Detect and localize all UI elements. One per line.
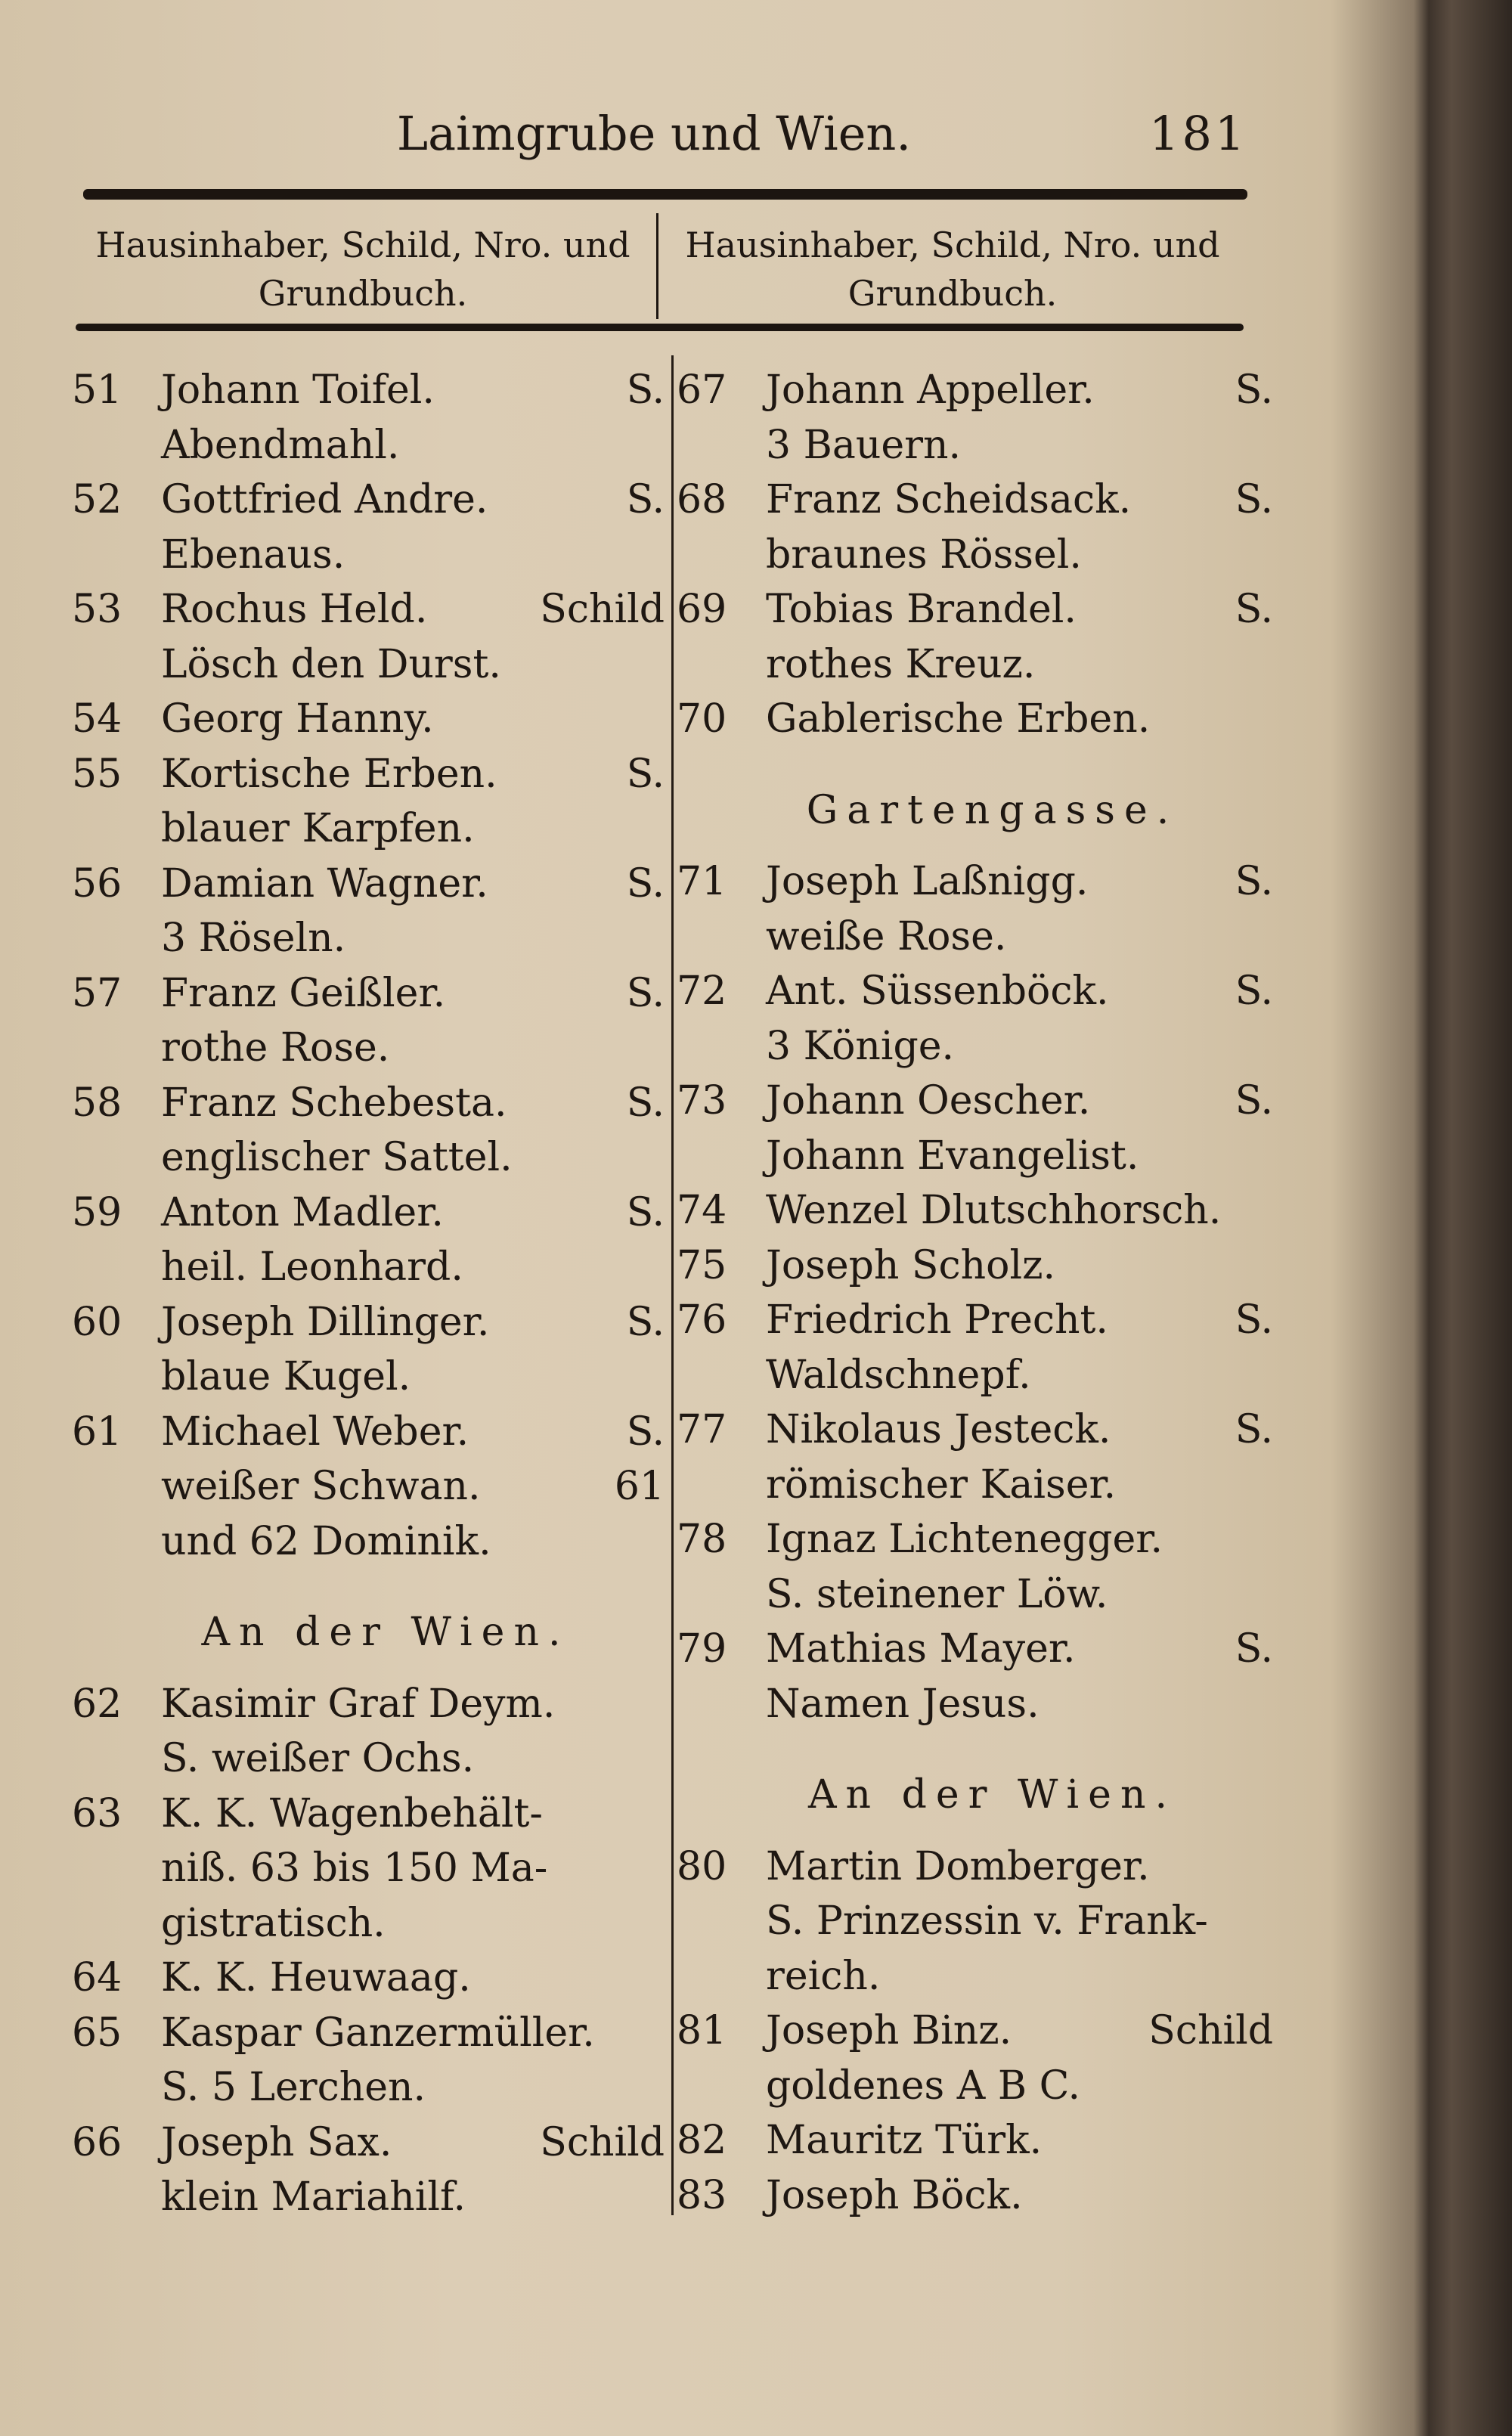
- entry-sign-marker: S.: [626, 751, 665, 797]
- entry-line: [72, 1841, 669, 1896]
- house-number: [72, 911, 161, 966]
- header-divider: [656, 213, 658, 319]
- entry-line: [72, 1076, 669, 1131]
- entry-text: blauer Karpfen.: [161, 806, 475, 851]
- house-entry: [677, 582, 1278, 692]
- entry-text: goldenes A B C.: [766, 2063, 1081, 2109]
- entry-line: [72, 1951, 669, 2006]
- entry-text: Johann Oescher.: [766, 1078, 1091, 1123]
- house-entry: [677, 1238, 1278, 1294]
- house-number: [72, 1350, 161, 1405]
- entry-text: niß. 63 bis 150 Ma-: [161, 1846, 548, 1891]
- entry-sign-marker: Schild: [540, 587, 665, 632]
- entry-text: Joseph Binz.: [766, 2008, 1012, 2053]
- entry-text: Mauritz Türk.: [766, 2118, 1043, 2163]
- house-entry: [72, 966, 669, 1076]
- entry-line: [677, 1839, 1278, 1895]
- entry-text: Friedrich Precht.: [766, 1297, 1108, 1343]
- entry-line: [677, 1348, 1278, 1403]
- house-number: [677, 910, 766, 965]
- house-entry: [72, 582, 669, 692]
- entry-text: Franz Geißler.: [161, 970, 446, 1016]
- entry-sign-marker: S.: [626, 477, 665, 522]
- entry-line: [72, 692, 669, 747]
- entry-text: Kortische Erben.: [161, 751, 497, 797]
- house-number: 72: [677, 969, 727, 1014]
- house-number: [72, 1841, 161, 1896]
- entry-sign-marker: S.: [1235, 859, 1273, 904]
- house-number: 71: [677, 859, 727, 904]
- entry-line: [72, 637, 669, 693]
- entry-line: [677, 1567, 1278, 1622]
- entry-sign-marker: S.: [1235, 1297, 1273, 1343]
- house-number: 74: [677, 1188, 727, 1233]
- entry-line: [677, 418, 1278, 473]
- house-number: [72, 2170, 161, 2225]
- house-number: [72, 528, 161, 583]
- house-number: 69: [677, 587, 727, 632]
- entry-line: [677, 1894, 1278, 1949]
- house-entry: [72, 857, 669, 966]
- house-entry: [677, 473, 1278, 582]
- entry-line: [72, 363, 669, 418]
- entry-sign-marker: S.: [626, 970, 665, 1016]
- entry-text: Franz Scheidsack.: [766, 477, 1132, 522]
- entry-text: weiße Rose.: [766, 913, 1007, 959]
- entry-text: S. 5 Lerchen.: [161, 2065, 426, 2110]
- house-entry: [72, 1076, 669, 1185]
- house-number: [677, 2059, 766, 2114]
- house-entry: [677, 1074, 1278, 1183]
- entry-line: [72, 1021, 669, 1076]
- entry-line: [72, 473, 669, 528]
- house-entry: [72, 2115, 669, 2225]
- house-number: 53: [72, 587, 122, 632]
- entry-line: [72, 966, 669, 1021]
- entry-sign-marker: S.: [626, 1189, 665, 1235]
- entry-line: [72, 582, 669, 637]
- house-number: [72, 2060, 161, 2115]
- entry-line: [677, 2059, 1278, 2114]
- house-number: [677, 1949, 766, 2004]
- entry-line: [677, 1238, 1278, 1294]
- entry-line: [677, 910, 1278, 965]
- entry-line: [677, 2168, 1278, 2224]
- entry-text: Rochus Held.: [161, 587, 428, 632]
- entry-line: [677, 1512, 1278, 1567]
- house-entry: [72, 1405, 669, 1570]
- entry-text: Damian Wagner.: [161, 860, 488, 907]
- house-number: [72, 1021, 161, 1076]
- header-bottom-rule: [76, 324, 1244, 331]
- house-number: 78: [677, 1517, 727, 1562]
- entry-sign-marker: S.: [1235, 969, 1273, 1014]
- house-number: [677, 1129, 766, 1184]
- entry-text: Wenzel Dlutschhorsch.: [766, 1188, 1222, 1233]
- entry-line: [72, 1677, 669, 1732]
- house-number: 67: [677, 367, 727, 413]
- entry-line: [72, 1731, 669, 1787]
- house-number: 57: [72, 970, 122, 1016]
- house-number: 59: [72, 1189, 122, 1235]
- entry-line: [677, 363, 1278, 418]
- entry-line: [72, 1459, 669, 1514]
- entry-line: [677, 1677, 1278, 1732]
- house-number: [72, 1130, 161, 1185]
- house-entry: [677, 2004, 1278, 2113]
- entry-text: Franz Schebesta.: [161, 1080, 507, 1126]
- entry-line: [677, 692, 1278, 747]
- house-number: 55: [72, 751, 122, 797]
- entry-text: blaue Kugel.: [161, 1354, 411, 1399]
- house-number: 61: [72, 1409, 122, 1455]
- entry-line: [72, 1350, 669, 1405]
- entry-sign-marker: S.: [626, 860, 665, 907]
- entry-line: [677, 1622, 1278, 1677]
- top-rule: [83, 189, 1247, 200]
- house-number: [677, 1348, 766, 1403]
- entry-line: [677, 528, 1278, 583]
- house-entry: [72, 473, 669, 582]
- house-entry: [677, 692, 1278, 747]
- entry-line: [72, 1896, 669, 1951]
- entry-line: [72, 1295, 669, 1350]
- house-number: 79: [677, 1626, 727, 1672]
- entry-text: Joseph Böck.: [766, 2172, 1023, 2218]
- entry-text: Anton Madler.: [161, 1189, 444, 1235]
- entry-text: S. steinener Löw.: [766, 1571, 1108, 1617]
- house-number: 58: [72, 1080, 122, 1126]
- house-number: [677, 1567, 766, 1622]
- entry-line: [677, 1458, 1278, 1513]
- house-number: 51: [72, 367, 122, 413]
- entry-text: reich.: [766, 1953, 881, 1999]
- entry-sign-marker: S.: [626, 1080, 665, 1126]
- entry-line: [72, 2170, 669, 2225]
- entry-text: Lösch den Durst.: [161, 641, 501, 687]
- house-entry: [677, 1402, 1278, 1512]
- entry-line: [677, 1129, 1278, 1184]
- entry-text: Michael Weber.: [161, 1409, 469, 1455]
- house-number: 70: [677, 696, 727, 742]
- house-number: 68: [677, 477, 727, 522]
- entry-text: heil. Leonhard.: [161, 1244, 463, 1290]
- house-number: 76: [677, 1297, 727, 1343]
- entry-text: Joseph Scholz.: [766, 1242, 1056, 1288]
- entry-text: Gablerische Erben.: [766, 696, 1151, 742]
- entry-sign-marker: S.: [1235, 1407, 1273, 1452]
- entry-sign-marker: S.: [626, 1299, 665, 1345]
- house-number: [72, 1896, 161, 1951]
- entry-text: Johann Evangelist.: [766, 1133, 1139, 1179]
- entry-line: [677, 582, 1278, 637]
- entry-text: römischer Kaiser.: [766, 1461, 1117, 1508]
- house-number: 63: [72, 1790, 122, 1836]
- house-number: [72, 1514, 161, 1570]
- entry-sign-marker: S.: [626, 1409, 665, 1455]
- house-number: [72, 418, 161, 473]
- entry-line: [72, 418, 669, 473]
- entry-text: Johann Toifel.: [161, 367, 435, 413]
- entry-line: [677, 637, 1278, 693]
- street-heading: An der Wien.: [808, 1772, 1176, 1818]
- house-number: [72, 801, 161, 857]
- entry-text: Ant. Süssenböck.: [766, 969, 1109, 1014]
- entry-text: braunes Rössel.: [766, 532, 1082, 578]
- column-header-left: Hausinhaber, Schild, Nro. und Grundbuch.: [95, 225, 631, 314]
- entry-text: Gottfried Andre.: [161, 477, 488, 522]
- house-number: [677, 1894, 766, 1949]
- house-entry: [72, 1951, 669, 2006]
- entry-line: [677, 964, 1278, 1019]
- house-entry: [72, 1295, 669, 1405]
- entry-line: [677, 1949, 1278, 2004]
- entry-line: [72, 1405, 669, 1460]
- entry-line: [72, 2006, 669, 2061]
- house-entry: [72, 692, 669, 747]
- entry-text: klein Mariahilf.: [161, 2174, 466, 2220]
- entry-line: [677, 854, 1278, 910]
- entry-text: Tobias Brandel.: [766, 587, 1077, 632]
- house-entry: [677, 2113, 1278, 2168]
- house-entry: [677, 1839, 1278, 2004]
- entry-line: [677, 1019, 1278, 1074]
- entry-text: englischer Sattel.: [161, 1135, 513, 1180]
- entry-text: S. weißer Ochs.: [161, 1736, 475, 1781]
- right-column: [677, 363, 1278, 2223]
- house-entry: [72, 2006, 669, 2115]
- entry-text: Joseph Dillinger.: [161, 1299, 490, 1345]
- entry-text: und 62 Dominik.: [161, 1518, 491, 1564]
- house-number: 80: [677, 1843, 727, 1889]
- house-entry: [72, 1787, 669, 1951]
- entry-text: Waldschnepf.: [766, 1352, 1031, 1398]
- house-number: [677, 528, 766, 583]
- entry-sign-marker: S.: [1235, 477, 1273, 522]
- entry-line: [72, 911, 669, 966]
- house-entry: [72, 363, 669, 473]
- house-number: [677, 1019, 766, 1074]
- entry-sign-marker: Schild: [1148, 2008, 1273, 2053]
- entry-line: [72, 1514, 669, 1570]
- column-header-right: Hausinhaber, Schild, Nro. und Grundbuch.: [685, 225, 1220, 314]
- house-number: 60: [72, 1299, 122, 1345]
- page-number: 181: [1149, 106, 1248, 161]
- entry-text: rothes Kreuz.: [766, 641, 1036, 687]
- house-number: [72, 1731, 161, 1787]
- entry-sign-marker: Schild: [540, 2119, 665, 2165]
- house-number: 66: [72, 2119, 122, 2165]
- house-entry: [677, 854, 1278, 964]
- entry-line: [72, 1185, 669, 1241]
- house-number: 56: [72, 860, 122, 907]
- house-number: [677, 1677, 766, 1732]
- house-number: 54: [72, 696, 122, 742]
- entry-line: [677, 1074, 1278, 1129]
- entry-line: [677, 473, 1278, 528]
- entry-line: [72, 857, 669, 912]
- entry-line: [72, 1130, 669, 1185]
- entry-text: K. K. Heuwaag.: [161, 1955, 471, 2001]
- house-number: 73: [677, 1078, 727, 1123]
- house-number: [677, 418, 766, 473]
- entry-text: K. K. Wagenbehält-: [161, 1790, 543, 1836]
- entry-line: [72, 528, 669, 583]
- house-number: 82: [677, 2118, 727, 2163]
- house-number: 83: [677, 2172, 727, 2218]
- entry-line: [72, 1787, 669, 1842]
- entry-line: [72, 801, 669, 857]
- entry-text: Johann Appeller.: [766, 367, 1095, 413]
- column-divider: [671, 355, 674, 2215]
- entry-text: Joseph Sax.: [161, 2119, 392, 2165]
- entry-line: [677, 1183, 1278, 1238]
- entry-text: Kasimir Graf Deym.: [161, 1681, 556, 1727]
- street-heading: Gartengasse.: [806, 787, 1179, 833]
- street-heading: An der Wien.: [201, 1610, 570, 1655]
- entry-line: [677, 2004, 1278, 2059]
- house-entry: [677, 1512, 1278, 1622]
- house-entry: [677, 1293, 1278, 1402]
- entry-line: [72, 2060, 669, 2115]
- house-number: 65: [72, 2010, 122, 2056]
- house-number: 75: [677, 1242, 727, 1288]
- entry-text: 3 Bauern.: [766, 422, 961, 468]
- house-number: [72, 1459, 161, 1514]
- left-column: [72, 363, 669, 2225]
- house-entry: [677, 964, 1278, 1074]
- entry-text: S. Prinzessin v. Frank-: [766, 1898, 1208, 1944]
- entry-sign-marker: S.: [1235, 1626, 1273, 1672]
- entry-line: [677, 1402, 1278, 1458]
- running-title: Laimgrube und Wien.: [396, 106, 912, 161]
- entry-sign-marker: S.: [1235, 1078, 1273, 1123]
- house-number: [677, 637, 766, 693]
- house-number: 64: [72, 1955, 122, 2001]
- house-entry: [677, 2168, 1278, 2224]
- entry-sign-marker: S.: [1235, 367, 1273, 413]
- house-number: [677, 1458, 766, 1513]
- house-number: 62: [72, 1681, 122, 1727]
- entry-text: 3 Röseln.: [161, 916, 346, 961]
- house-entry: [677, 363, 1278, 473]
- house-entry: [677, 1183, 1278, 1238]
- house-entry: [677, 1622, 1278, 1731]
- house-entry: [72, 1185, 669, 1295]
- entry-text: Nikolaus Jesteck.: [766, 1407, 1111, 1452]
- entry-text: Georg Hanny.: [161, 696, 434, 742]
- entry-text: Ignaz Lichtenegger.: [766, 1517, 1163, 1562]
- house-number: 52: [72, 477, 122, 522]
- entry-text: Ebenaus.: [161, 532, 345, 578]
- entry-text: rothe Rose.: [161, 1025, 390, 1071]
- entry-sign-marker: 61: [614, 1464, 665, 1509]
- house-number: 81: [677, 2008, 727, 2053]
- house-entry: [72, 747, 669, 857]
- entry-sign-marker: S.: [1235, 587, 1273, 632]
- entry-line: [72, 1240, 669, 1295]
- house-number: [72, 637, 161, 693]
- entry-text: weißer Schwan.: [161, 1464, 481, 1509]
- entry-text: gistratisch.: [161, 1900, 386, 1946]
- entry-text: Joseph Laßnigg.: [766, 859, 1089, 904]
- entry-line: [72, 747, 669, 802]
- entry-text: Namen Jesus.: [766, 1681, 1040, 1727]
- entry-text: Martin Domberger.: [766, 1843, 1150, 1889]
- house-entry: [72, 1677, 669, 1787]
- entry-line: [677, 2113, 1278, 2168]
- entry-sign-marker: S.: [626, 367, 665, 413]
- entry-line: [677, 1293, 1278, 1348]
- entry-line: [72, 2115, 669, 2171]
- house-number: [72, 1240, 161, 1295]
- entry-text: 3 Könige.: [766, 1023, 955, 1069]
- house-number: 77: [677, 1407, 727, 1452]
- entry-text: Abendmahl.: [161, 422, 400, 468]
- entry-text: Mathias Mayer.: [766, 1626, 1076, 1672]
- entry-text: Kaspar Ganzermüller.: [161, 2010, 595, 2056]
